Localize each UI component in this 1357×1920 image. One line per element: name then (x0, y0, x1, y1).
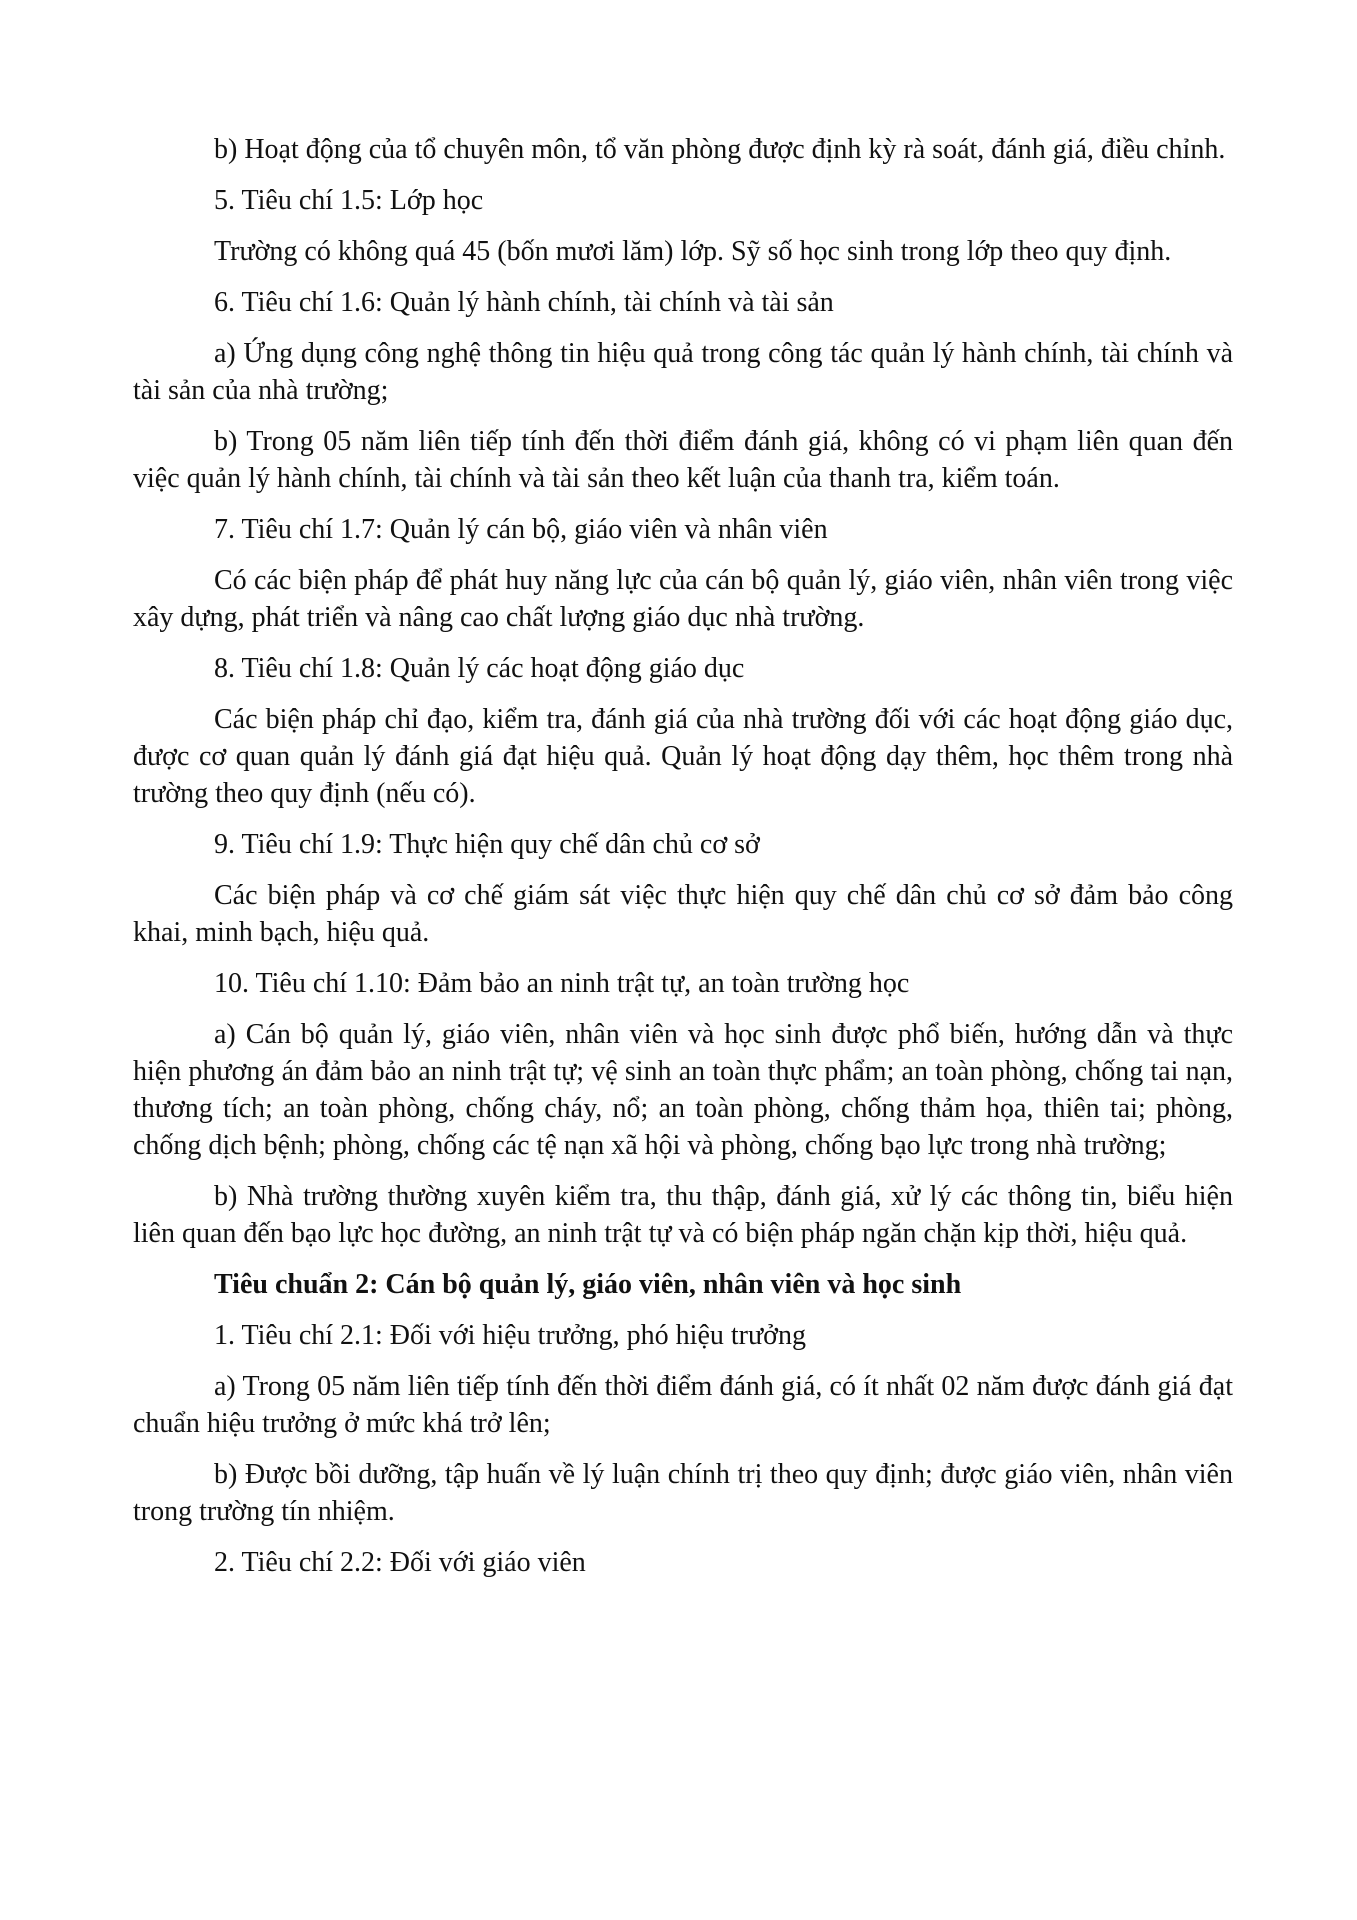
criterion-1-9-title: 9. Tiêu chí 1.9: Thực hiện quy chế dân chủ cơ sở (214, 829, 760, 860)
criterion-1-9-text: Các biện pháp và cơ chế giám sát việc thực hiện quy chế dân chủ cơ sở đảm bảo công khai, minh bạch, hiệu quả. (133, 880, 1233, 948)
criterion-1-6-b: b) Trong 05 năm liên tiếp tính đến thời điểm đánh giá, không có vi phạm liên quan đến việc quản lý hành chính, tài chính và tài sản theo kết luận của thanh tra, kiểm toán. (133, 426, 1233, 494)
criterion-1-7-title: 7. Tiêu chí 1.7: Quản lý cán bộ, giáo viên và nhân viên (214, 514, 828, 545)
document-page (133, 131, 1233, 1595)
criterion-1-5-text: Trường có không quá 45 (bốn mươi lăm) lớp. Sỹ số học sinh trong lớp theo quy định. (214, 236, 1172, 267)
criterion-1-10-title: 10. Tiêu chí 1.10: Đảm bảo an ninh trật tự, an toàn trường học (214, 968, 910, 999)
paragraph-1-4b: b) Hoạt động của tổ chuyên môn, tổ văn phòng được định kỳ rà soát, đánh giá, điều chỉnh. (214, 134, 1226, 165)
criterion-1-8-text: Các biện pháp chỉ đạo, kiểm tra, đánh giá của nhà trường đối với các hoạt động giáo dục, được cơ quan quản lý đánh giá đạt hiệu quả. Quản lý hoạt động dạy thêm, học thêm trong nhà trường theo quy định (nếu có). (133, 704, 1233, 809)
criterion-2-1-title: 1. Tiêu chí 2.1: Đối với hiệu trưởng, phó hiệu trưởng (214, 1320, 806, 1351)
criterion-2-1-a: a) Trong 05 năm liên tiếp tính đến thời điểm đánh giá, có ít nhất 02 năm được đánh giá đạt chuẩn hiệu trưởng ở mức khá trở lên; (133, 1371, 1233, 1439)
criterion-1-5-title: 5. Tiêu chí 1.5: Lớp học (214, 185, 484, 216)
criterion-2-2-title: 2. Tiêu chí 2.2: Đối với giáo viên (214, 1547, 586, 1578)
criterion-1-6-title: 6. Tiêu chí 1.6: Quản lý hành chính, tài chính và tài sản (214, 287, 834, 318)
criterion-1-6-a: a) Ứng dụng công nghệ thông tin hiệu quả trong công tác quản lý hành chính, tài chính và tài sản của nhà trường; (133, 338, 1233, 406)
criterion-1-8-title: 8. Tiêu chí 1.8: Quản lý các hoạt động giáo dục (214, 653, 745, 684)
criterion-1-10-a: a) Cán bộ quản lý, giáo viên, nhân viên và học sinh được phổ biến, hướng dẫn và thực hiện phương án đảm bảo an ninh trật tự; vệ sinh an toàn thực phẩm; an toàn phòng, chống tai nạn, thương tích; an toàn phòng, chống cháy, nổ; an toàn phòng, chống thảm họa, thiên tai; phòng, chống dịch bệnh; phòng, chống các tệ nạn xã hội và phòng, chống bạo lực trong nhà trường; (133, 1019, 1233, 1161)
criterion-1-7-text: Có các biện pháp để phát huy năng lực của cán bộ quản lý, giáo viên, nhân viên trong việc xây dựng, phát triển và nâng cao chất lượng giáo dục nhà trường. (133, 565, 1233, 633)
standard-2-heading: Tiêu chuẩn 2: Cán bộ quản lý, giáo viên, nhân viên và học sinh (214, 1269, 962, 1300)
criterion-1-10-b: b) Nhà trường thường xuyên kiểm tra, thu thập, đánh giá, xử lý các thông tin, biểu hiện liên quan đến bạo lực học đường, an ninh trật tự và có biện pháp ngăn chặn kịp thời, hiệu quả. (133, 1181, 1233, 1249)
criterion-2-1-b: b) Được bồi dưỡng, tập huấn về lý luận chính trị theo quy định; được giáo viên, nhân viên trong trường tín nhiệm. (133, 1459, 1233, 1527)
